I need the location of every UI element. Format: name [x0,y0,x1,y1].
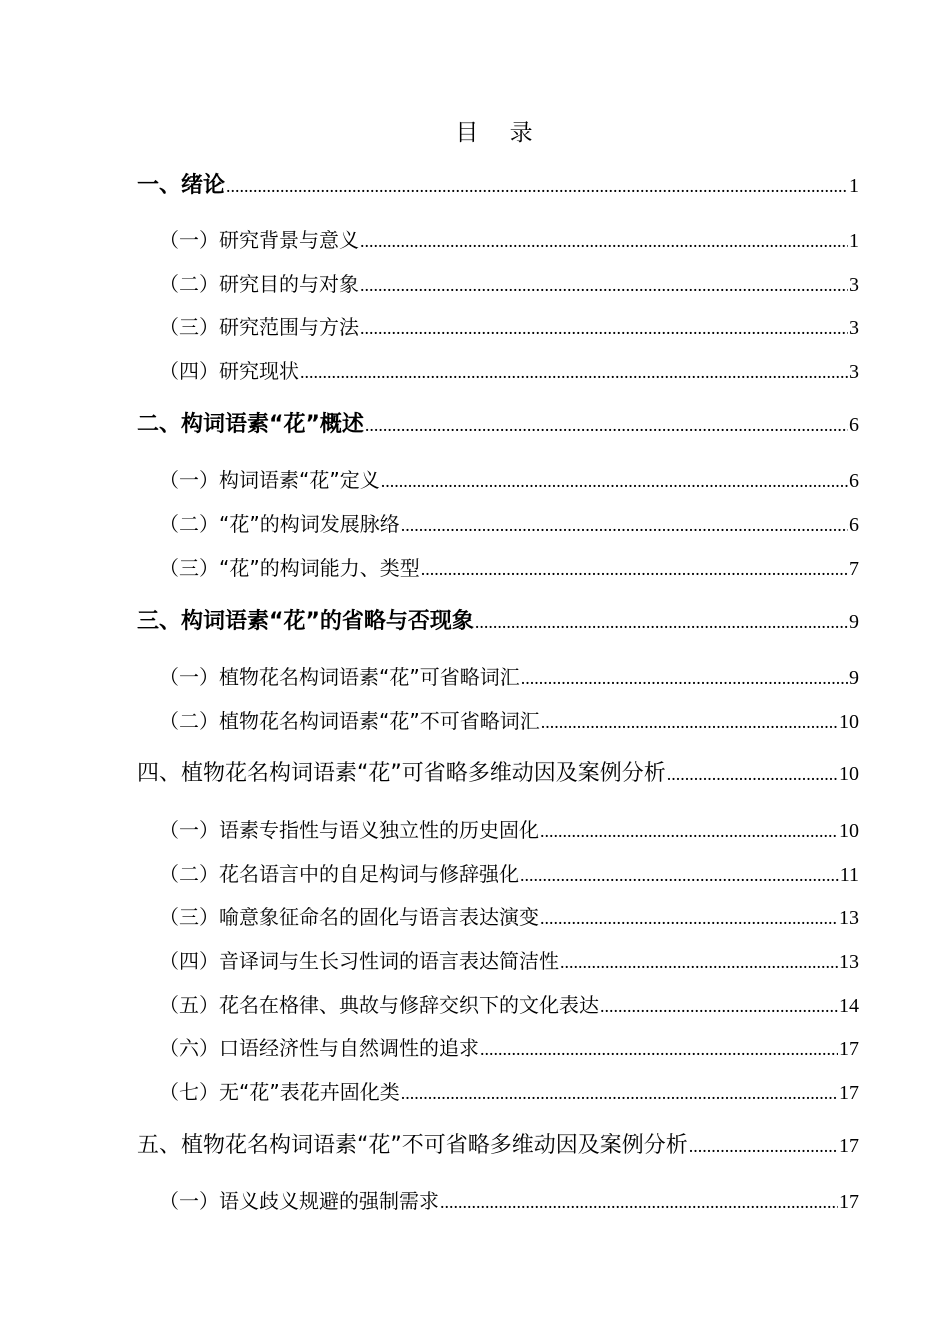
toc-entry-page-number: 7 [849,558,859,580]
toc-entry-section-1-2[interactable] [159,269,859,299]
dot-leader [689,1131,838,1161]
toc-entry-section-4-2[interactable] [159,859,859,889]
dot-leader [401,510,848,540]
toc-entry-section-4-3[interactable] [159,902,859,932]
toc-entry-label: （二）植物花名构词语素“花”不可省略词汇 [159,709,540,733]
toc-entry-label: （二）研究目的与对象 [159,272,359,296]
toc-entry-label: （四）音译词与生长习性词的语言表达简洁性 [159,949,559,973]
toc-entry-label: （四）研究现状 [159,359,299,383]
dot-leader [401,1078,838,1108]
toc-entry-page-number: 6 [849,414,859,436]
toc-entry-section-4-5[interactable] [159,990,859,1020]
dot-leader [560,947,838,977]
toc-entry-page-number: 6 [849,470,859,492]
toc-entry-page-number: 10 [839,820,859,842]
toc-entry-section-1-4[interactable] [159,356,859,386]
toc-entry-chapter-3[interactable] [137,607,859,637]
toc-entry-label: 一、绪论 [137,173,226,198]
toc-entry-label: （三）喻意象征命名的固化与语言表达演变 [159,905,539,929]
toc-entry-section-3-2[interactable] [159,706,859,736]
dot-leader [381,466,848,496]
toc-entry-label: 三、构词语素“花”的省略与否现象 [137,609,474,634]
toc-entry-section-1-1[interactable] [159,225,859,255]
toc-entry-label: 五、植物花名构词语素“花”不可省略多维动因及案例分析 [137,1133,688,1158]
toc-entry-label: （七）无“花”表花卉固化类 [159,1080,400,1104]
toc-entry-section-1-3[interactable] [159,312,859,342]
toc-entry-chapter-1[interactable] [137,171,859,201]
toc-entry-label: （一）研究背景与意义 [159,228,359,252]
toc-entry-page-number: 9 [849,667,859,689]
dot-leader [365,410,848,440]
toc-entry-label: （一）语义歧义规避的强制需求 [159,1189,439,1213]
dot-leader [521,663,848,693]
toc-entry-label: 四、植物花名构词语素“花”可省略多维动因及案例分析 [137,761,666,786]
toc-entry-page-number: 13 [839,907,859,929]
toc-entry-page-number: 17 [839,1135,859,1157]
toc-entry-page-number: 17 [839,1082,859,1104]
toc-entry-page-number: 3 [849,274,859,296]
dot-leader [667,759,838,789]
toc-entry-label: （三）研究范围与方法 [159,315,359,339]
dot-leader [600,991,838,1021]
toc-entry-label: （一）语素专指性与语义独立性的历史固化 [159,818,539,842]
dot-leader [360,313,848,343]
toc-entry-page-number: 10 [839,711,859,733]
toc-entry-page-number: 11 [839,864,859,886]
dot-leader [540,903,838,933]
toc-entry-page-number: 17 [839,1038,859,1060]
toc-entry-section-2-2[interactable] [159,509,859,539]
toc-entry-label: （一）植物花名构词语素“花”可省略词汇 [159,665,520,689]
toc-entry-chapter-5[interactable] [137,1131,859,1161]
toc-entry-label: （五）花名在格律、典故与修辞交织下的文化表达 [159,993,599,1017]
toc-entry-chapter-2[interactable] [137,410,859,440]
toc-entry-section-2-3[interactable] [159,553,859,583]
toc-entry-page-number: 1 [849,230,859,252]
toc-entry-label: （六）口语经济性与自然调性的追求 [159,1036,479,1060]
toc-entry-section-5-1[interactable] [159,1186,859,1216]
toc-entry-section-2-1[interactable] [159,465,859,495]
toc-entry-label: （三）“花”的构词能力、类型 [159,556,420,580]
toc-entry-section-4-7[interactable] [159,1077,859,1107]
toc-entry-chapter-4[interactable] [137,759,859,789]
dot-leader [540,816,838,846]
dot-leader [520,860,839,890]
toc-entry-section-3-1[interactable] [159,662,859,692]
toc-entry-page-number: 9 [849,611,859,633]
toc-entry-section-4-1[interactable] [159,815,859,845]
toc-entry-page-number: 13 [839,951,859,973]
dot-leader [475,607,848,637]
toc-entry-page-number: 17 [839,1191,859,1213]
toc-entry-label: （二）“花”的构词发展脉络 [159,512,400,536]
dot-leader [226,171,848,201]
toc-entry-label: （一）构词语素“花”定义 [159,468,380,492]
toc-title: 目 录 [455,120,545,146]
dot-leader [480,1034,838,1064]
toc-entry-label: （二）花名语言中的自足构词与修辞强化 [159,862,519,886]
dot-leader [541,707,838,737]
toc-entry-page-number: 10 [839,763,859,785]
toc-entry-page-number: 14 [839,995,859,1017]
dot-leader [300,357,848,387]
toc-entry-section-4-6[interactable] [159,1033,859,1063]
toc-entry-label: 二、构词语素“花”概述 [137,412,364,437]
dot-leader [440,1187,838,1217]
toc-entry-page-number: 1 [849,175,859,197]
dot-leader [360,270,848,300]
dot-leader [360,226,848,256]
toc-entry-section-4-4[interactable] [159,946,859,976]
dot-leader [421,554,848,584]
toc-entry-page-number: 3 [849,361,859,383]
toc-entry-page-number: 3 [849,317,859,339]
toc-entry-page-number: 6 [849,514,859,536]
